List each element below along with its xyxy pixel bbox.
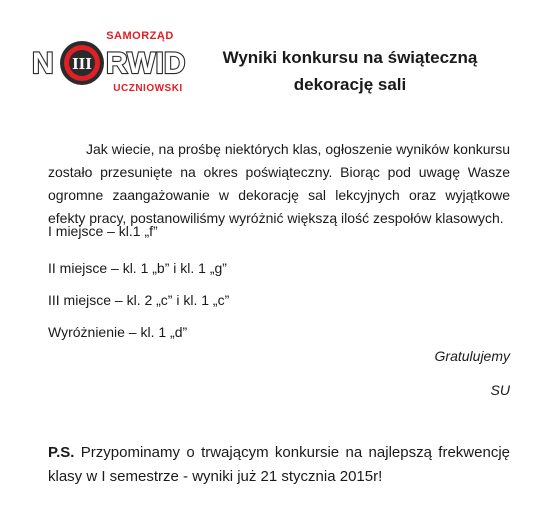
logo-top-text: SAMORZĄD bbox=[106, 30, 174, 42]
signature-author: SU bbox=[490, 382, 510, 398]
result-second-place: II miejsce – kl. 1 „b” i kl. 1 „g” bbox=[48, 260, 227, 276]
logo-numeral: III bbox=[72, 54, 92, 73]
logo-letter-n: N bbox=[32, 47, 54, 80]
logo-roundel bbox=[60, 41, 104, 85]
page-title bbox=[200, 44, 500, 98]
intro-paragraph: Jak wiecie, na prośbę niektórych klas, ogłoszenie wyników konkursu zostało przesunięte na okres poświąteczny. Biorąc pod uwagę Wasze ogromne zaangażowanie w dekorację sal lekcyjnych oraz wyjątkowe efekty pracy, postanowiliśmy wyróżnić większą ilość zespołów klasowych. bbox=[48, 141, 510, 226]
result-third-place: III miejsce – kl. 2 „c” i kl. 1 „c” bbox=[48, 292, 230, 308]
logo-letters-rwid: RWID bbox=[106, 47, 186, 80]
title-line-2: dekorację sali bbox=[293, 75, 407, 94]
postscript bbox=[48, 441, 510, 489]
result-honorable-mention: Wyróżnienie – kl. 1 „d” bbox=[48, 324, 188, 340]
congratulations-text: Gratulujemy bbox=[434, 348, 510, 364]
postscript-text: Przypominamy o trwającym konkursie na najlepszą frekwencję klasy w I semestrze - wyniki już 21 stycznia 2015r! bbox=[48, 444, 510, 485]
title-line-1: Wyniki konkursu na świąteczną bbox=[222, 48, 478, 67]
postscript-label: P.S. bbox=[48, 444, 75, 461]
result-first-place: I miejsce – kl.1 „f” bbox=[48, 223, 158, 239]
logo-bottom-text: UCZNIOWSKI bbox=[113, 83, 183, 94]
samorzad-norwid-logo bbox=[20, 26, 190, 98]
logo bbox=[20, 26, 190, 98]
